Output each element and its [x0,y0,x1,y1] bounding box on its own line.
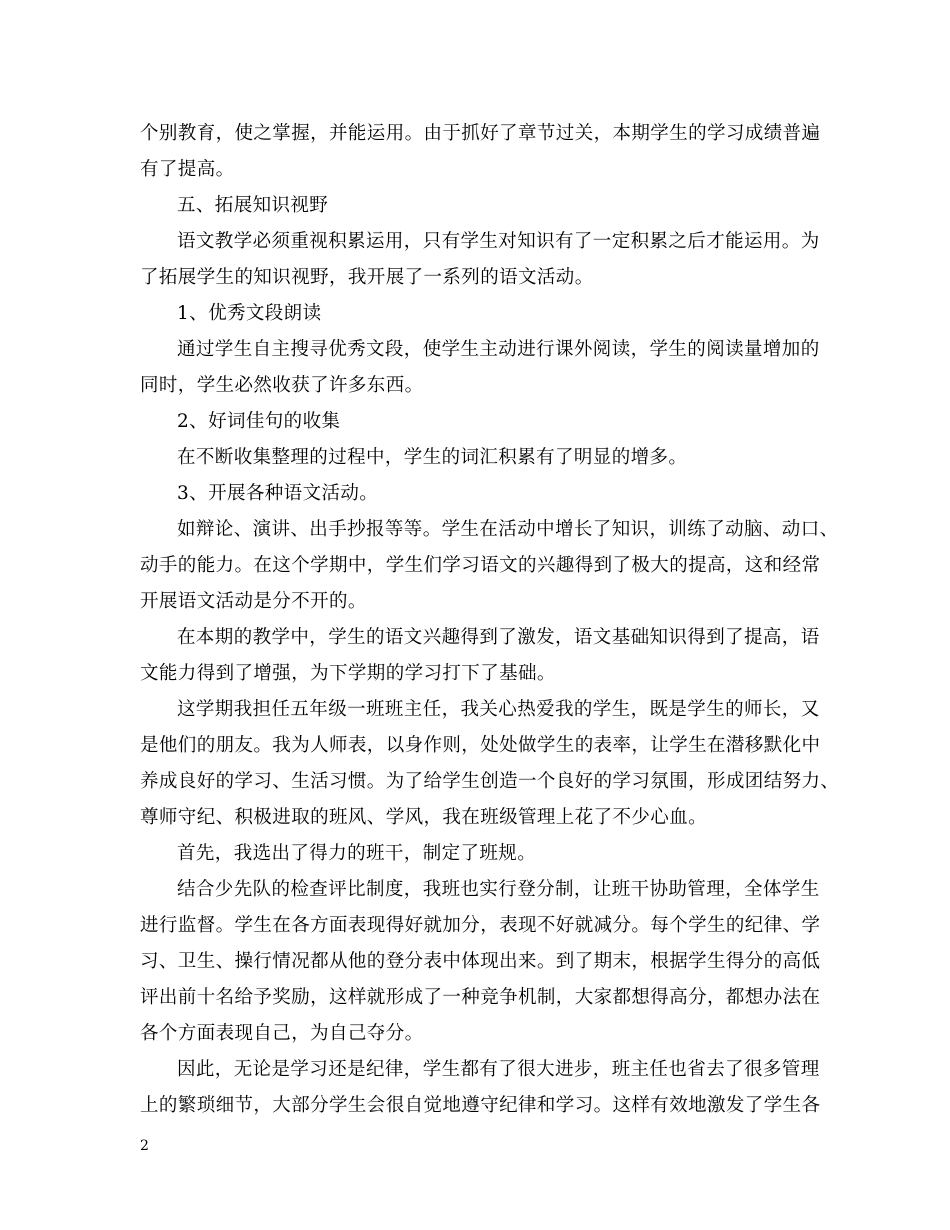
text-line: 动手的能力。在这个学期中，学生们学习语文的兴趣得到了极大的提高，这和经常 [140,555,821,576]
section-heading: 五、拓展知识视野 [177,195,329,216]
text-line: 是他们的朋友。我为人师表，以身作则，处处做学生的表率，让学生在潜移默化中 [140,735,821,756]
text-line: 同时，学生必然收获了许多东西。 [140,375,424,396]
subheading: 3、开展各种语文活动。 [177,483,379,504]
text-line: 养成良好的学习、生活习惯。为了给学生创造一个良好的学习氛围，形成团结努力、 [140,771,840,792]
text-line: 进行监督。学生在各方面表现得好就加分，表现不好就减分。每个学生的纪律、学 [140,915,821,936]
page-number: 2 [140,1138,149,1154]
text-line: 评出前十名给予奖励，这样就形成了一种竞争机制，大家都想得高分，都想办法在 [140,987,821,1008]
text-line: 各个方面表现自己，为自己夺分。 [140,1023,424,1044]
subheading: 1、优秀文段朗读 [177,303,322,324]
text-line: 在不断收集整理的过程中，学生的词汇积累有了明显的增多。 [177,447,688,468]
text-line: 如辩论、演讲、出手抄报等等。学生在活动中增长了知识，训练了动脑、动口、 [177,519,839,540]
text-line: 习、卫生、操行情况都从他的登分表中体现出来。到了期末，根据学生得分的高低 [140,951,821,972]
text-line: 了拓展学生的知识视野，我开展了一系列的语文活动。 [140,267,594,288]
subheading: 2、好词佳句的收集 [177,411,341,432]
text-line: 在本期的教学中，学生的语文兴趣得到了激发，语文基础知识得到了提高，语 [177,627,820,648]
text-line: 个别教育，使之掌握，并能运用。由于抓好了章节过关，本期学生的学习成绩普遍 [140,123,821,144]
text-line: 文能力得到了增强，为下学期的学习打下了基础。 [140,663,556,684]
text-line: 因此，无论是学习还是纪律，学生都有了很大进步，班主任也省去了很多管理 [177,1059,820,1080]
text-line: 结合少先队的检查评比制度，我班也实行登分制，让班干协助管理，全体学生 [177,879,820,900]
text-line: 上的繁琐细节，大部分学生会很自觉地遵守纪律和学习。这样有效地激发了学生各 [140,1095,821,1116]
text-line: 尊师守纪、积极进取的班风、学风，我在班级管理上花了不少心血。 [140,807,708,828]
text-line: 语文教学必须重视积累运用，只有学生对知识有了一定积累之后才能运用。为 [177,231,820,252]
text-line: 首先，我选出了得力的班干，制定了班规。 [177,843,537,864]
text-line: 这学期我担任五年级一班班主任，我关心热爱我的学生，既是学生的师长，又 [177,699,820,720]
text-line: 开展语文活动是分不开的。 [140,591,367,612]
text-line: 通过学生自主搜寻优秀文段，使学生主动进行课外阅读，学生的阅读量增加的 [177,339,820,360]
text-line: 有了提高。 [140,159,235,180]
